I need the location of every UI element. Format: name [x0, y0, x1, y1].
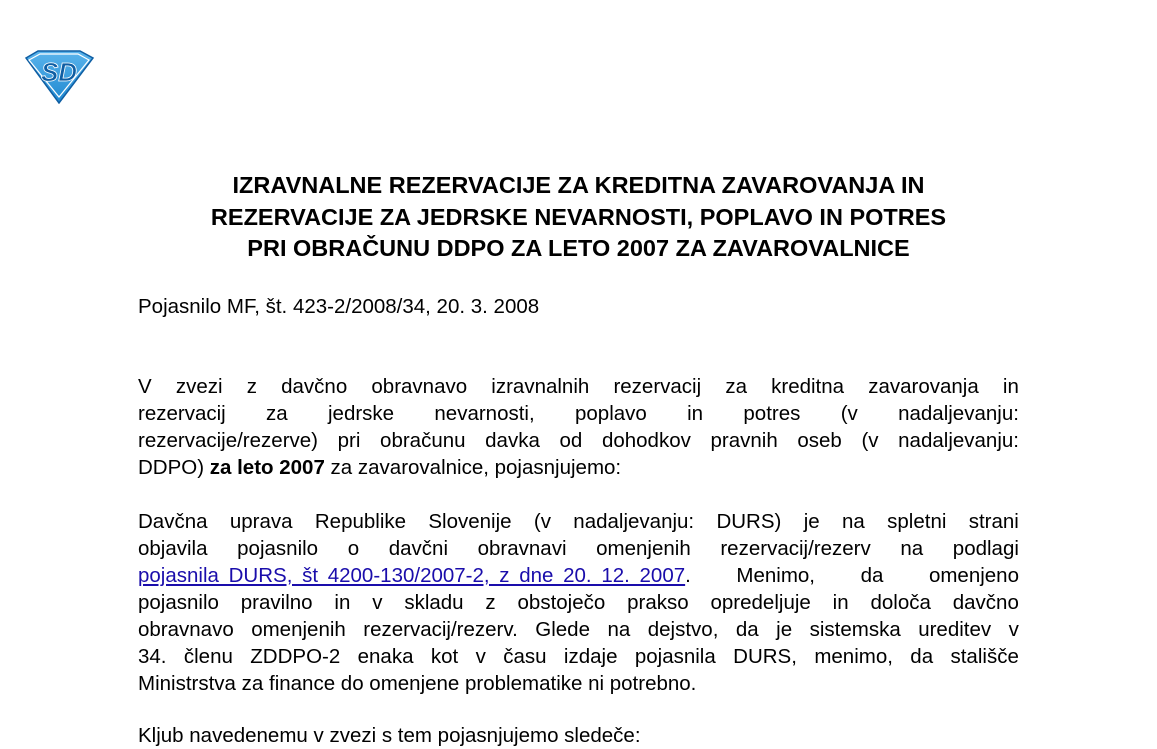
text-word: potres — [743, 402, 801, 425]
title-line: REZERVACIJE ZA JEDRSKE NEVARNOSTI, POPLAVO IN POTRES — [210, 203, 947, 230]
paragraph-1 — [138, 373, 1019, 481]
text-word: rezervacije/rezerve) — [138, 429, 318, 452]
text-word: prakso — [627, 591, 689, 614]
text-word: pojasnilo — [138, 591, 219, 614]
text-line — [138, 643, 1019, 670]
text-word: zvezi — [175, 375, 223, 398]
text-word: za — [266, 402, 288, 425]
text-word: pojasnila DURS, št 4200-130/2007-2, z dne 20. 12. 2007. — [138, 564, 691, 587]
text-word: nadaljevanju: — [573, 510, 695, 533]
text-word: da — [735, 618, 759, 641]
text-word: da — [860, 564, 884, 587]
text-word: (v — [840, 402, 858, 425]
text-word: rezervacij/rezerv. — [363, 618, 518, 641]
text-word: objavila — [138, 537, 208, 560]
text-word: na — [842, 510, 865, 533]
text-word: davčno — [952, 591, 1019, 614]
title-line: IZRAVNALNE REZERVACIJE ZA KREDITNA ZAVAROVANJA IN — [232, 172, 925, 198]
text-word: z — [485, 591, 496, 614]
text-word: in — [687, 402, 704, 425]
text-word: 34. — [138, 645, 167, 668]
text-word: nadaljevanju: — [898, 429, 1019, 452]
text-line — [138, 400, 1019, 427]
text-word: je — [803, 510, 820, 533]
text-word: davčno — [281, 375, 348, 398]
text-line — [138, 427, 1019, 454]
bold-text: za leto 2007 — [209, 456, 325, 479]
logo — [22, 50, 96, 104]
text-word: na — [607, 618, 631, 641]
title-line: PRI OBRAČUNU DDPO ZA LETO 2007 ZA ZAVAROVALNICE — [247, 235, 910, 261]
text-word: V — [138, 375, 152, 398]
text-run: Ministrstva za finance do omenjene problematike ni potrebno. — [138, 672, 697, 695]
svg-text:SD: SD — [40, 57, 78, 87]
text-word: času — [503, 645, 547, 668]
text-word: obravnavi — [477, 537, 567, 560]
text-word: pravilno — [240, 591, 313, 614]
text-word: (v — [533, 510, 551, 533]
text-word: poplavo — [575, 402, 647, 425]
text-word: na — [900, 537, 924, 560]
text-line — [138, 562, 1019, 589]
text-line — [138, 670, 1019, 697]
text-word: oseb — [797, 429, 842, 452]
text-word: Slovenije — [428, 510, 512, 533]
text-word: rezervacij/rezerv — [720, 537, 871, 560]
text-word: v — [372, 591, 383, 614]
text-word: o — [347, 537, 360, 560]
paragraph-3 — [138, 722, 1019, 749]
text-line — [138, 616, 1019, 643]
text-word: spletni — [887, 510, 947, 533]
durs-explanation-link[interactable]: pojasnila DURS, št 4200-130/2007-2, z dne 20. 12. 2007 — [138, 564, 686, 587]
text-word: obravnavo — [138, 618, 234, 641]
text-word: omenjeno — [928, 564, 1019, 587]
text-word: da — [910, 645, 934, 668]
text-line — [138, 373, 1019, 400]
text-run: za zavarovalnice, pojasnjujemo: — [324, 456, 622, 479]
text-word: zavarovanja — [868, 375, 979, 398]
text-word: (v — [861, 429, 879, 452]
text-word: Republike — [314, 510, 407, 533]
text-word: pri — [337, 429, 361, 452]
text-word: pojasnilo — [237, 537, 319, 560]
text-word: izravnalnih — [491, 375, 590, 398]
text-word: od — [559, 429, 583, 452]
text-word: nevarnosti, — [434, 402, 535, 425]
text-word: Glede — [535, 618, 590, 641]
text-word: davka — [485, 429, 540, 452]
paragraph-2 — [138, 508, 1019, 697]
text-run: Kljub navedenemu v zvezi s tem pojasnjujemo sledeče: — [138, 724, 641, 747]
text-word: rezervacij — [613, 375, 702, 398]
text-word: omenjenih — [251, 618, 346, 641]
text-word: davčni — [388, 537, 448, 560]
text-word: dejstvo, — [647, 618, 719, 641]
text-word: uprava — [229, 510, 293, 533]
text-word: strani — [968, 510, 1019, 533]
text-line — [138, 454, 1019, 481]
text-word: v — [1008, 618, 1019, 641]
text-word: sistemska — [809, 618, 901, 641]
text-word: izdaje — [563, 645, 618, 668]
text-word: v — [475, 645, 486, 668]
text-word: je — [776, 618, 793, 641]
text-word: ureditev — [918, 618, 992, 641]
text-word: ZDDPO-2 — [250, 645, 341, 668]
text-word: obravnavo — [371, 375, 468, 398]
text-word: DURS, — [733, 645, 797, 668]
text-word: podlagi — [952, 537, 1019, 560]
text-word: opredeljuje — [710, 591, 811, 614]
text-word: in — [334, 591, 351, 614]
text-word: obstoječo — [517, 591, 606, 614]
text-word: skladu — [404, 591, 464, 614]
text-word: za — [725, 375, 747, 398]
text-word: določa — [870, 591, 931, 614]
text-word: enaka — [357, 645, 414, 668]
document-reference: Pojasnilo MF, št. 423-2/2008/34, 20. 3. 2008 — [138, 295, 540, 318]
text-line — [138, 535, 1019, 562]
text-word: obračunu — [380, 429, 466, 452]
text-word: nadaljevanju: — [898, 402, 1019, 425]
text-word: kreditna — [771, 375, 845, 398]
text-word: DURS) — [716, 510, 782, 533]
text-word: z — [246, 375, 257, 398]
text-word: rezervacij — [138, 402, 226, 425]
text-word: dohodkov — [601, 429, 691, 452]
text-word: pojasnila — [634, 645, 716, 668]
text-line — [138, 722, 1019, 749]
text-word: kot — [430, 645, 459, 668]
text-run: DDPO) — [138, 456, 210, 479]
text-word: jedrske — [328, 402, 395, 425]
text-line — [138, 589, 1019, 616]
text-word: Davčna — [138, 510, 208, 533]
text-word: in — [1002, 375, 1019, 398]
text-word: in — [832, 591, 849, 614]
text-word: členu — [183, 645, 233, 668]
text-word: menimo, — [814, 645, 893, 668]
text-word: stališče — [950, 645, 1019, 668]
text-word: omenjenih — [596, 537, 691, 560]
text-line — [138, 508, 1019, 535]
document-title — [0, 170, 1157, 265]
text-word: Menimo, — [736, 564, 815, 587]
text-word: pravnih — [710, 429, 778, 452]
